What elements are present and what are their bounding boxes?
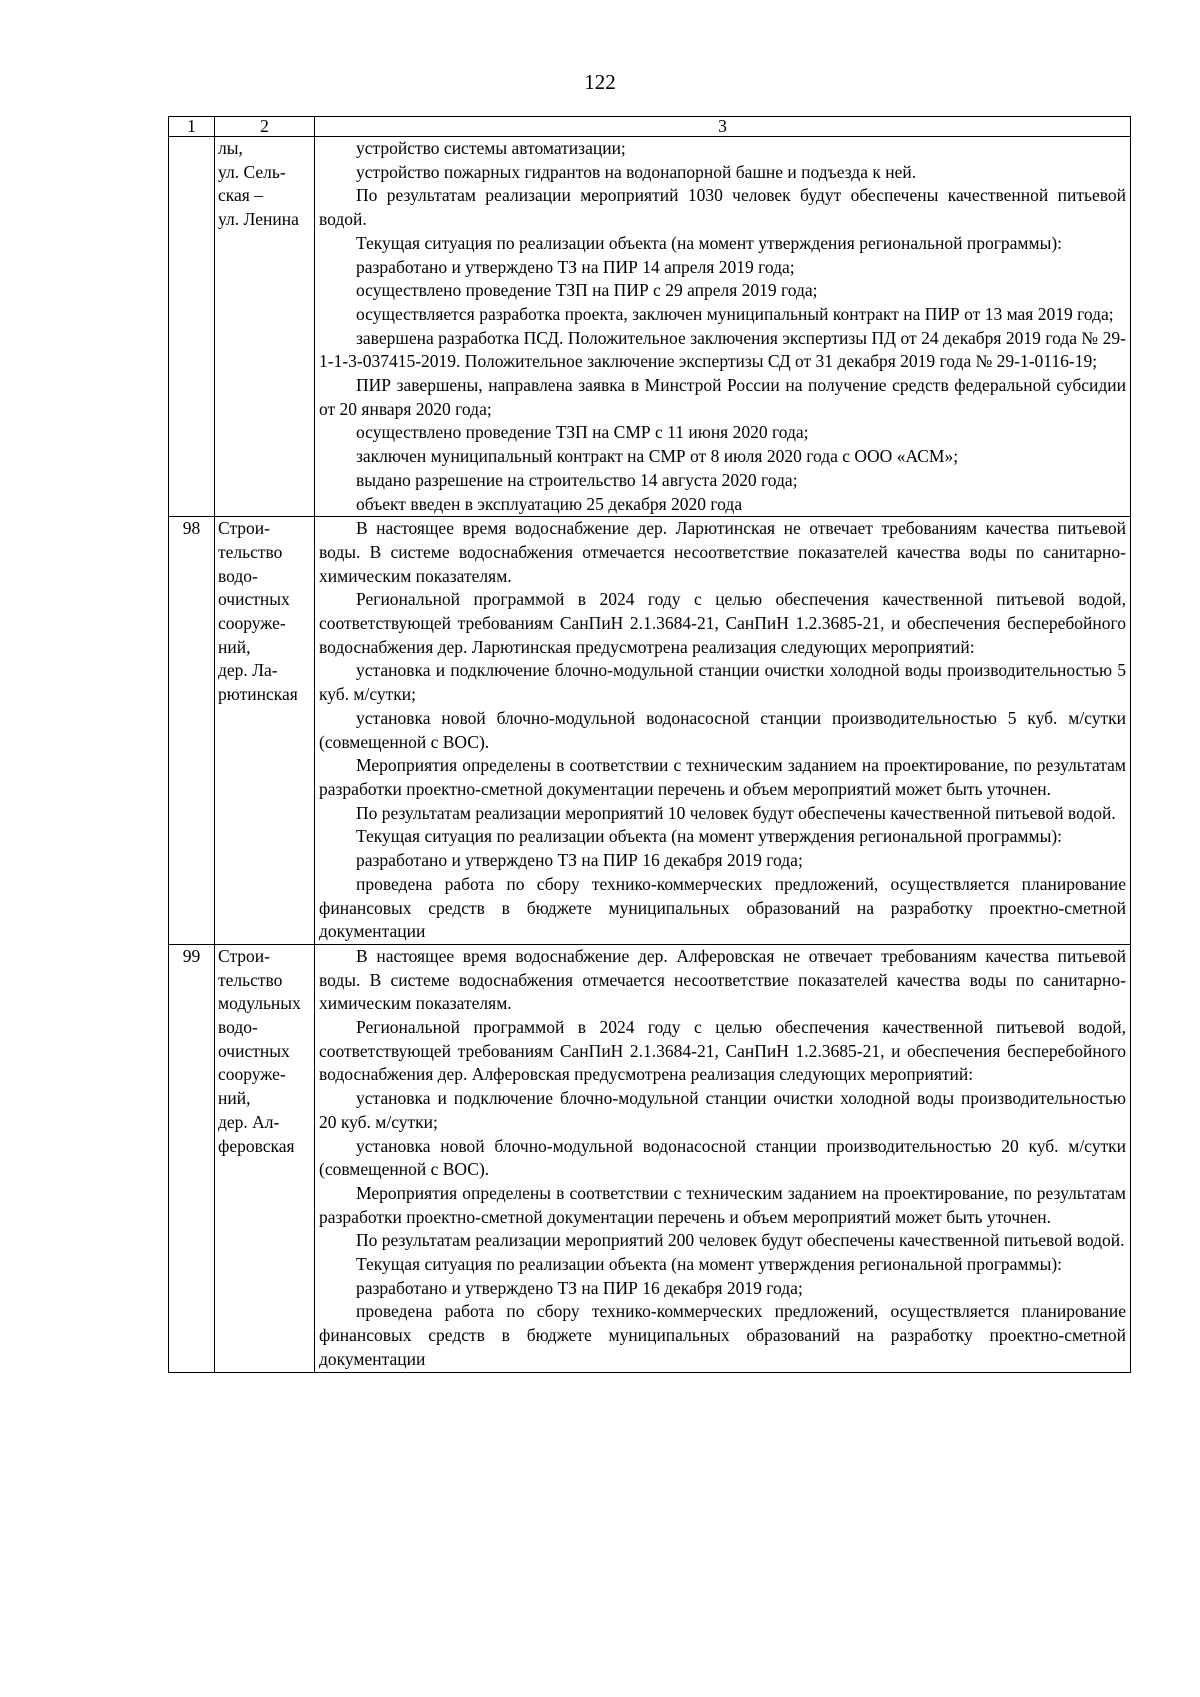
- description-paragraph: установка новой блочно-модульной водонасосной станции производительностью 5 куб. м/сутки (совмещенной с ВОС).: [319, 707, 1126, 752]
- object-name-line: дер. Ла-: [218, 660, 278, 681]
- description-paragraph: объект введен в эксплуатацию 25 декабря 2020 года: [356, 493, 743, 514]
- object-name-line: ул. Ленина: [218, 209, 299, 230]
- header-cell-2: 2: [215, 117, 315, 137]
- description-paragraph: В настоящее время водоснабжение дер. Алферовская не отвечает требованиям качества питьевой воды. В системе водоснабжения отмечается несоответствие показателей качества воды по санитарно-химическим показателям.: [319, 945, 1126, 1014]
- description-paragraph: По результатам реализации мероприятий 1030 человек будут обеспечены качественной питьевой водой.: [319, 185, 1126, 230]
- object-name-line: тельство: [218, 969, 283, 990]
- object-name-line: очистных: [218, 1040, 290, 1061]
- object-name-line: феровская: [218, 1135, 295, 1156]
- description-paragraph: Мероприятия определены в соответствии с техническим заданием на проектирование, по результатам разработки проектно-сметной документации перечень и объем мероприятий может быть уточнен.: [319, 1182, 1126, 1227]
- description-paragraph: установка новой блочно-модульной водонасосной станции производительностью 20 куб. м/сутки (совмещенной с ВОС).: [319, 1135, 1126, 1180]
- object-name-line: лы,: [218, 138, 243, 158]
- description-paragraph: В настоящее время водоснабжение дер. Ларютинская не отвечает требованиям качества питьевой воды. В системе водоснабжения отмечается несоответствие показателей качества воды по санитарно-химическим показателям.: [319, 518, 1126, 586]
- object-name-line: ская –: [218, 185, 263, 206]
- description-paragraph: Текущая ситуация по реализации объекта (на момент утверждения региональной программы):: [356, 232, 1063, 253]
- object-name-line: тельство: [218, 541, 283, 562]
- description-paragraph: Текущая ситуация по реализации объекта (на момент утверждения региональной программы):: [356, 1254, 1063, 1275]
- description-paragraph: осуществлено проведение ТЗП на СМР с 11 июня 2020 года;: [356, 422, 809, 443]
- object-name-cell: [215, 944, 315, 1372]
- object-name-line: ний,: [218, 636, 251, 657]
- measures-table: [168, 116, 1131, 1373]
- description-paragraph: устройство пожарных гидрантов на водонапорной башне и подъезда к ней.: [356, 161, 917, 182]
- object-name-line: ул. Сель-: [218, 161, 286, 182]
- description-paragraph: заключен муниципальный контракт на СМР от 8 июля 2020 года с ООО «АСМ»;: [356, 446, 959, 467]
- description-paragraph: проведена работа по сбору технико-коммерческих предложений, осуществляется планирование финансовых средств в бюджете муниципальных образований на разработку проектно-сметной документации: [319, 1301, 1126, 1369]
- description-paragraph: завершена разработка ПСД. Положительное заключения экспертизы ПД от 24 декабря 2019 года № 29-1-1-3-037415-2019. Положительное заключение экспертизы СД от 31 декабря 2019 года № 29-1-0116-19;: [319, 327, 1126, 372]
- description-cell: [315, 517, 1131, 945]
- description-paragraph: осуществляется разработка проекта, заключен муниципальный контракт на ПИР от 13 мая 2019 года;: [356, 303, 1114, 324]
- object-name-line: водо-: [218, 565, 258, 586]
- object-name-cell: [215, 517, 315, 945]
- description-paragraph: ПИР завершены, направлена заявка в Минстрой России на получение средств федеральной субсидии от 20 января 2020 года;: [319, 375, 1126, 419]
- description-paragraph: устройство системы автоматизации;: [356, 138, 626, 158]
- description-paragraph: разработано и утверждено ТЗ на ПИР 16 декабря 2019 года;: [356, 1277, 803, 1298]
- object-name-line: сооруже-: [218, 613, 286, 634]
- object-name-line: сооруже-: [218, 1064, 286, 1085]
- description-paragraph: Региональной программой в 2024 году с целью обеспечения качественной питьевой водой, соответствующей требованиям СанПиН 2.1.3684-21, СанПиН 1.2.3685-21, и обеспечения бесперебойного водоснабжения дер. Ларютинская предусмотрена реализация следующих мероприятий:: [319, 589, 1126, 657]
- description-paragraph: По результатам реализации мероприятий 10 человек будут обеспечены качественной питьевой водой.: [356, 802, 1116, 823]
- object-name-line: дер. Ал-: [218, 1111, 280, 1132]
- header-cell-3: 3: [315, 117, 1131, 137]
- object-name-line: модульных: [218, 993, 301, 1014]
- object-name-line: водо-: [218, 1017, 258, 1038]
- description-paragraph: Текущая ситуация по реализации объекта (на момент утверждения региональной программы):: [356, 826, 1063, 847]
- object-name-line: очистных: [218, 589, 290, 610]
- object-name-cell: [215, 137, 315, 517]
- description-paragraph: осуществлено проведение ТЗП на ПИР с 29 апреля 2019 года;: [356, 280, 818, 301]
- table-row: [169, 137, 1131, 517]
- header-cell-1: 1: [169, 117, 215, 137]
- description-paragraph: установка и подключение блочно-модульной станции очистки холодной воды производительностью 20 куб. м/сутки;: [319, 1088, 1126, 1132]
- table-body: [169, 117, 1131, 1373]
- page-number: 122: [584, 70, 616, 94]
- object-name-line: ний,: [218, 1088, 251, 1109]
- description-paragraph: По результатам реализации мероприятий 200 человек будут обеспечены качественной питьевой водой.: [356, 1230, 1125, 1251]
- row-number-cell: 98: [169, 517, 215, 945]
- description-paragraph: Мероприятия определены в соответствии с техническим заданием на проектирование, по результатам разработки проектно-сметной документации перечень и объем мероприятий может быть уточнен.: [319, 755, 1126, 799]
- row-number-cell: [169, 137, 215, 517]
- table-row: [169, 944, 1131, 1372]
- description-cell: [315, 137, 1131, 517]
- description-paragraph: Региональной программой в 2024 году с целью обеспечения качественной питьевой водой, соответствующей требованиям СанПиН 2.1.3684-21, СанПиН 1.2.3685-21, и обеспечения бесперебойного водоснабжения дер. Алферовская предусмотрена реализация следующих мероприятий:: [319, 1017, 1126, 1085]
- description-paragraph: выдано разрешение на строительство 14 августа 2020 года;: [356, 469, 798, 490]
- object-name-line: рютинская: [218, 684, 298, 705]
- object-name-line: Строи-: [218, 945, 270, 966]
- description-paragraph: установка и подключение блочно-модульной станции очистки холодной воды производительностью 5 куб. м/сутки;: [319, 660, 1126, 705]
- object-name-line: Строи-: [218, 518, 270, 539]
- row-number-cell: 99: [169, 944, 215, 1372]
- description-cell: [315, 944, 1131, 1372]
- table-header-row: [169, 117, 1131, 137]
- table-row: [169, 517, 1131, 945]
- description-paragraph: проведена работа по сбору технико-коммерческих предложений, осуществляется планирование финансовых средств в бюджете муниципальных образований на разработку проектно-сметной документации: [319, 873, 1126, 942]
- description-paragraph: разработано и утверждено ТЗ на ПИР 16 декабря 2019 года;: [356, 850, 803, 871]
- description-paragraph: разработано и утверждено ТЗ на ПИР 14 апреля 2019 года;: [356, 256, 795, 277]
